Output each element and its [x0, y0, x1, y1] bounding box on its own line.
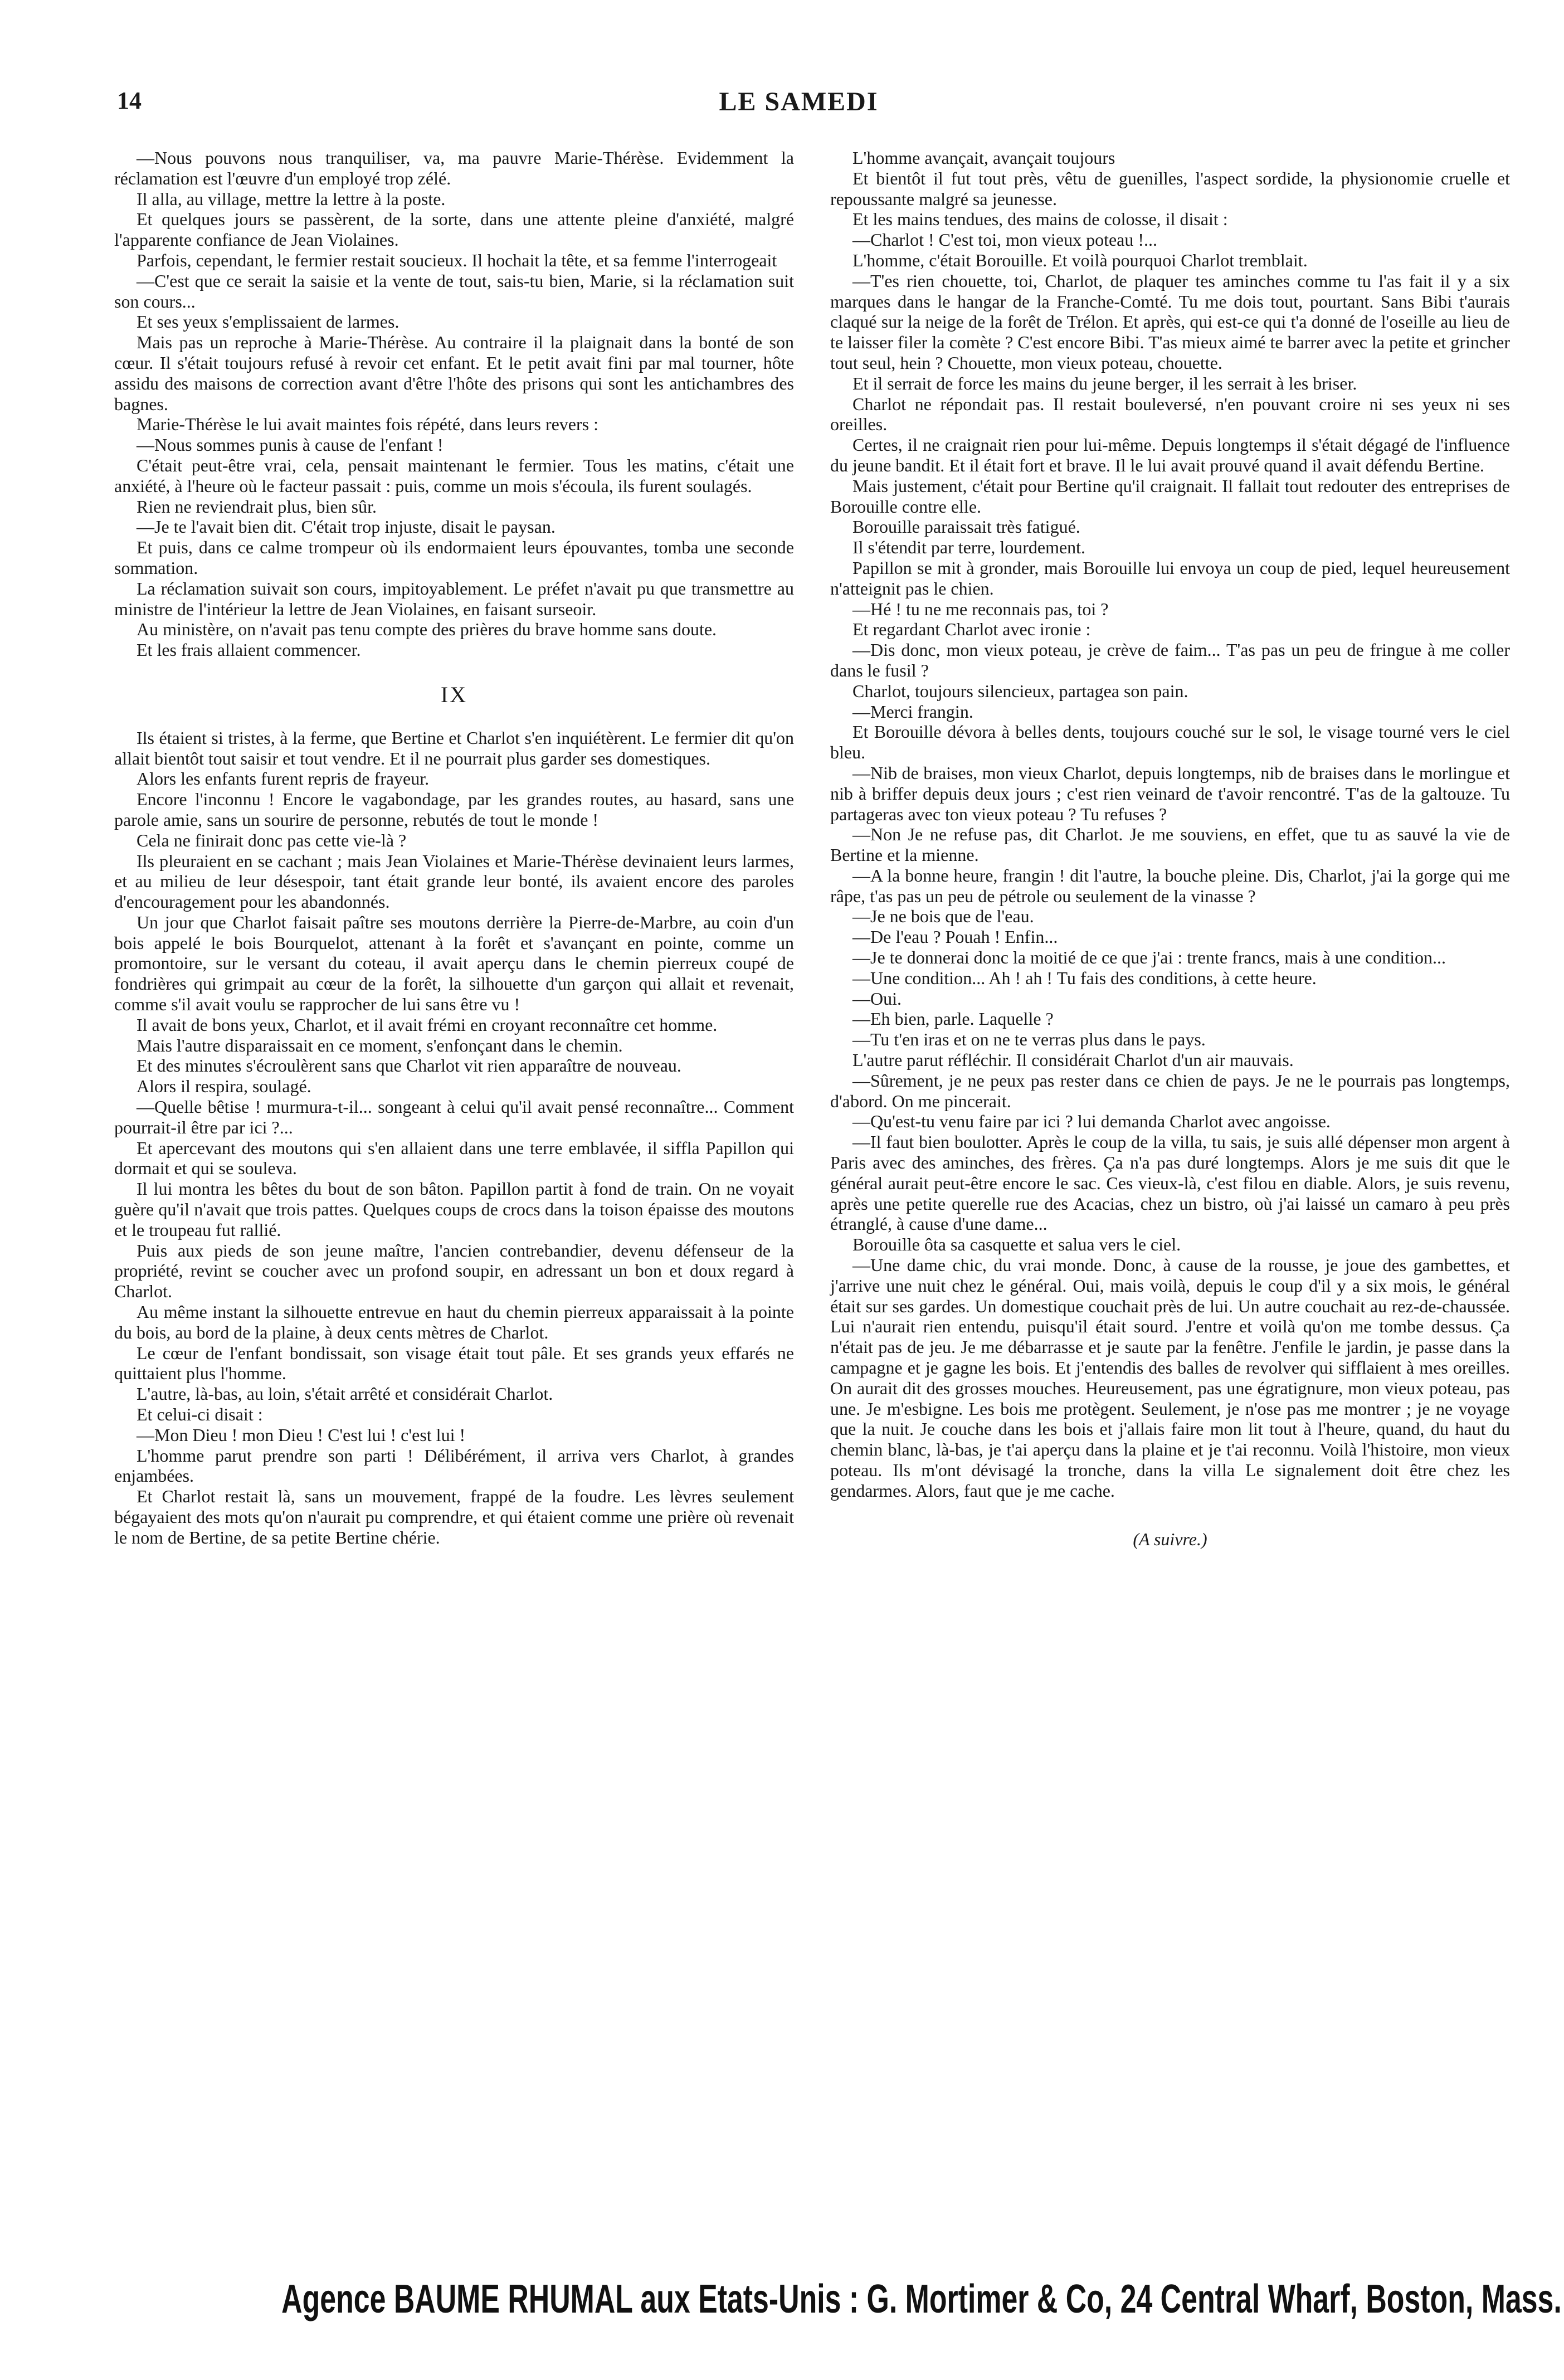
paragraph: Charlot, toujours silencieux, partagea son pain.: [852, 680, 1188, 701]
paragraph: Il alla, au village, mettre la lettre à la poste.: [137, 188, 446, 209]
paragraph: Mais l'autre disparaissait en ce moment, s'enfonçant dans le chemin.: [137, 1035, 623, 1055]
paragraph: Au ministère, on n'avait pas tenu compte des prières du brave homme sans doute.: [137, 619, 717, 640]
page-header: [117, 86, 1480, 125]
paragraph: Et il serrait de force les mains du jeune berger, il les serrait à les briser.: [852, 373, 1357, 393]
paragraph: L'autre, là-bas, au loin, s'était arrêté et considérait Charlot.: [137, 1384, 553, 1404]
paragraph: Il lui montra les bêtes du bout de son bâton. Papillon partit à fond de train. On ne voyait guère qu'il n'avait que trois pattes. Quelques coups de crocs dans la toison épaisse des moutons et le troupeau fut rallié.: [114, 1179, 794, 1240]
chapter-heading: IX: [440, 682, 468, 707]
paragraph: Et puis, dans ce calme trompeur où ils endormaient leurs épouvantes, tomba une seconde sommation.: [114, 537, 794, 578]
paragraph: C'était peut-être vrai, cela, pensait maintenant le fermier. Tous les matins, c'était une anxiété, à l'heure où le facteur passait : puis, comme un mois s'écoula, ils furent soulagés.: [114, 455, 794, 496]
paragraph: Et celui-ci disait :: [137, 1404, 263, 1425]
paragraph: Encore l'inconnu ! Encore le vagabondage, par les grandes routes, au hasard, sans une parole amie, sans un sourire de personne, rebutés de tout le monde !: [114, 789, 794, 830]
page-number: 14: [117, 87, 142, 114]
paragraph: —T'es rien chouette, toi, Charlot, de plaquer tes aminches comme tu l'as fait il y a six marques dans le hangar de la Franche-Comté. Tu me dois tout, pourtant. Sans Bibi t'aurais claqué sur la neige de la forêt de Trélon. Et après, qui est-ce qui t'a donné de l'oseille au lieu de te laisser filer la comète ? C'est encore Bibi. T'as mieux aimé te barrer avec la petite et grincher tout seul, hein ? Chouette, mon vieux poteau, chouette.: [830, 270, 1510, 373]
paragraph: La réclamation suivait son cours, impitoyablement. Le préfet n'avait pu que transmettre au ministre de l'intérieur la lettre de Jean Violaines, en faisant surseoir.: [114, 578, 794, 619]
paragraph: —Sûrement, je ne peux pas rester dans ce chien de pays. Je ne le pourrais pas longtemps, d'abord. On me pincerait.: [830, 1070, 1510, 1111]
paragraph: —Hé ! tu ne me reconnais pas, toi ?: [852, 598, 1109, 619]
paragraph: Et Charlot restait là, sans un mouvement, frappé de la foudre. Les lèvres seulement bégayaient des mots qu'on n'aurait pu comprendre, et qui étaient comme une prière où revenait le nom de Bertine, de sa petite Bertine chérie.: [114, 1486, 794, 1547]
paragraph: Et ses yeux s'emplissaient de larmes.: [137, 312, 399, 332]
paragraph: —C'est que ce serait la saisie et la vente de tout, sais-tu bien, Marie, si la réclamation suit son cours...: [114, 270, 794, 312]
paragraph: Borouille ôta sa casquette et salua vers le ciel.: [852, 1234, 1181, 1255]
paragraph: —De l'eau ? Pouah ! Enfin...: [852, 927, 1058, 947]
paragraph: Charlot ne répondait pas. Il restait bouleversé, n'en pouvant croire ni ses yeux ni ses oreilles.: [830, 393, 1510, 435]
paragraph: Alors les enfants furent repris de frayeur.: [137, 768, 430, 789]
paragraph: L'homme avançait, avançait toujours: [852, 148, 1115, 168]
paragraph: —Qu'est-tu venu faire par ici ? lui demanda Charlot avec angoisse.: [852, 1111, 1331, 1132]
paragraph: —A la bonne heure, frangin ! dit l'autre, la bouche pleine. Dis, Charlot, j'ai la gorge qui me râpe, t'as pas un peu de pétrole ou seulement de la vinasse ?: [830, 865, 1510, 906]
journal-title: LE SAMEDI: [719, 87, 879, 116]
paragraph: Et Borouille dévora à belles dents, toujours couché sur le sol, le visage tourné vers le ciel bleu.: [830, 722, 1510, 763]
paragraph: —Charlot ! C'est toi, mon vieux poteau !...: [852, 230, 1158, 250]
paragraph: Au même instant la silhouette entrevue en haut du chemin pierreux apparaissait à la pointe du bois, au bord de la plaine, à deux cents mètres de Charlot.: [114, 1302, 794, 1342]
paragraph: —Quelle bêtise ! murmura-t-il... songeant à celui qu'il avait pensé reconnaître... Comment pourrait-il être par ici ?...: [114, 1097, 794, 1137]
paragraph: Mais justement, c'était pour Bertine qu'il craignait. Il fallait tout redouter des entreprises de Borouille contre elle.: [830, 475, 1510, 517]
paragraph: Et les frais allaient commencer.: [137, 640, 361, 660]
paragraph: Il avait de bons yeux, Charlot, et il avait frémi en croyant reconnaître cet homme.: [137, 1014, 718, 1035]
paragraph: Et des minutes s'écroulèrent sans que Charlot vit rien apparaître de nouveau.: [137, 1055, 681, 1076]
paragraph: L'homme, c'était Borouille. Et voilà pourquoi Charlot tremblait.: [852, 250, 1308, 270]
paragraph: Certes, il ne craignait rien pour lui-même. Depuis longtemps il s'était dégagé de l'influence du jeune bandit. Et il était fort et brave. Il le lui avait prouvé quand il avait défendu Bertine.: [830, 435, 1510, 475]
paragraph: Et regardant Charlot avec ironie :: [852, 619, 1091, 640]
paragraph: Le cœur de l'enfant bondissait, son visage était tout pâle. Et ses grands yeux effarés ne quittaient plus l'homme.: [114, 1342, 794, 1384]
paragraph: —Une condition... Ah ! ah ! Tu fais des conditions, à cette heure.: [852, 967, 1317, 988]
paragraph: Et les mains tendues, des mains de colosse, il disait :: [852, 209, 1228, 230]
paragraph: —Non Je ne refuse pas, dit Charlot. Je me souviens, en effet, que tu as sauvé la vie de Bertine et la mienne.: [830, 824, 1510, 865]
paragraph: Marie-Thérèse le lui avait maintes fois répété, dans leurs revers :: [137, 414, 598, 435]
paragraph: —Nous pouvons nous tranquiliser, va, ma pauvre Marie-Thérèse. Evidemment la réclamation est l'œuvre d'un employé trop zélé.: [114, 148, 794, 188]
paragraph: —Eh bien, parle. Laquelle ?: [852, 1009, 1054, 1029]
left-column: [114, 148, 794, 1548]
paragraph: —Mon Dieu ! mon Dieu ! C'est lui ! c'est lui !: [137, 1424, 466, 1445]
paragraph: Parfois, cependant, le fermier restait soucieux. Il hochait la tête, et sa femme l'interrogeait: [137, 250, 777, 270]
paragraph: Ils pleuraient en se cachant ; mais Jean Violaines et Marie-Thérèse devinaient leurs larmes, et au milieu de leur désespoir, tant était grande leur bonté, ils avaient encore des paroles d'encouragement pour les abandonnés.: [114, 850, 794, 912]
advertisement-footer: Agence BAUME RHUMAL aux Etats-Unis : G. Mortimer & Co, 24 Central Wharf, Boston, Mass.: [281, 2277, 1562, 2321]
paragraph: Un jour que Charlot faisait paître ses moutons derrière la Pierre-de-Marbre, au coin d'un bois appelé le bois Bourquelot, attenant à la forêt et s'avançant en pointe, comme un promontoire, sur le versant du coteau, il avait aperçu dans le chemin pierreux coupé de fondrières qui grimpait au cœur de la forêt, la silhouette d'un garçon qui allait et revenait, comme s'il avait voulu se rapprocher de lui sans être vu !: [114, 912, 794, 1015]
paragraph: Borouille paraissait très fatigué.: [852, 517, 1080, 537]
paragraph: Et bientôt il fut tout près, vêtu de guenilles, l'aspect sordide, la physionomie cruelle et repoussante malgré sa jeunesse.: [830, 168, 1510, 209]
paragraph: Mais pas un reproche à Marie-Thérèse. Au contraire il la plaignait dans la bonté de son cœur. Il s'était toujours refusé à revoir cet enfant. Et le petit avait fini par mal tourner, hôte assidu des maisons de correction avant d'être l'hôte des prisons qui sont les antichambres des bagnes.: [114, 332, 794, 414]
paragraph: —Une dame chic, du vrai monde. Donc, à cause de la rousse, je joue des gambettes, et j'arrive une nuit chez le général. Oui, mais voilà, depuis le coup d'il y a six mois, le général était sur ses gardes. Un domestique couchait près de lui. Un autre couchait au rez-de-chaussée. Lui n'aurait rien entendu, puisqu'il était sourd. J'entre et voilà qu'on me tombe dessus. Ça n'était pas de jeu. Je me débarrasse et je saute par la fenêtre. J'enfile le jardin, je passe dans la campagne et je gagne les bois. Et j'entendis des balles de revolver qui sifflaient à mes oreilles. On aurait dit des grosses mouches. Heureusement, pas une égratignure, mon vieux poteau, pas une. Je m'esbigne. Les bois me protègent. Seulement, je n'ose pas me montrer ; je ne voyage que la nuit. Je couche dans les bois et j'allais faire mon lit tout à l'heure, quand, du haut du chemin blanc, là-bas, je t'ai aperçu dans la plaine et je t'ai reconnu. Voilà l'histoire, mon vieux poteau. Ils m'ont dévisagé la tronche, dans la villa Le signalement doit être chez les gendarmes. Alors, faut que je me cache.: [830, 1255, 1510, 1501]
paragraph: —Il faut bien boulotter. Après le coup de la villa, tu sais, je suis allé dépenser mon argent à Paris avec des aminches, des frères. Ça n'a pas duré longtemps. Alors je me suis dit que le général aurait peut-être encore le sac. Ces vieux-là, c'est filou en diable. Alors, je suis revenu, après une petite querelle rue des Acacias, chez un bistro, où j'ai laissé un camaro à peu près étranglé, à cause d'une dame...: [830, 1132, 1510, 1234]
paragraph: Ils étaient si tristes, à la ferme, que Bertine et Charlot s'en inquiétèrent. Le fermier dit qu'on allait bientôt tout saisir et tout vendre. Et il ne pourrait plus garder ses domestiques.: [114, 727, 794, 768]
paragraph: Cela ne finirait donc pas cette vie-là ?: [137, 830, 407, 850]
paragraph: Puis aux pieds de son jeune maître, l'ancien contrebandier, devenu défenseur de la propriété, revint se coucher avec un profond soupir, en adressant un bon et doux regard à Charlot.: [114, 1240, 794, 1302]
paragraph: —Dis donc, mon vieux poteau, je crève de faim... T'as pas un peu de fringue à me coller dans le fusil ?: [830, 640, 1510, 680]
right-column: [830, 148, 1510, 1549]
paragraph: Il s'étendit par terre, lourdement.: [852, 537, 1086, 558]
paragraph: Et quelques jours se passèrent, de la sorte, dans une attente pleine d'anxiété, malgré l'apparente confiance de Jean Violaines.: [114, 209, 794, 250]
paragraph: Papillon se mit à gronder, mais Borouille lui envoya un coup de pied, lequel heureusement n'atteignit pas le chien.: [830, 557, 1510, 598]
paragraph: —Je te l'avait bien dit. C'était trop injuste, disait le paysan.: [137, 517, 556, 537]
paragraph: —Tu t'en iras et on ne te verras plus dans le pays.: [852, 1029, 1206, 1050]
paragraph: —Merci frangin.: [852, 701, 973, 722]
paragraph: —Je te donnerai donc la moitié de ce que j'ai : trente francs, mais à une condition...: [852, 947, 1446, 968]
paragraph: Et apercevant des moutons qui s'en allaient dans une terre emblavée, il siffla Papillon qui dormait et qui se souleva.: [114, 1137, 794, 1179]
paragraph: L'homme parut prendre son parti ! Délibérément, il arriva vers Charlot, à grandes enjambées.: [114, 1445, 794, 1486]
to-be-continued: (A suivre.): [1133, 1529, 1207, 1549]
paragraph: —Nous sommes punis à cause de l'enfant !: [137, 435, 444, 455]
paragraph: L'autre parut réfléchir. Il considérait Charlot d'un air mauvais.: [852, 1050, 1294, 1070]
paragraph: Rien ne reviendrait plus, bien sûr.: [137, 496, 377, 517]
paragraph: —Oui.: [852, 988, 902, 1009]
paragraph: Alors il respira, soulagé.: [137, 1076, 311, 1097]
paragraph: —Nib de braises, mon vieux Charlot, depuis longtemps, nib de braises dans le morlingue et nib à briffer depuis deux jours ; c'est rien veinard de t'avoir rencontré. T'as de la galtouze. Tu partageras avec ton vieux poteau ? Tu refuses ?: [830, 762, 1510, 824]
paragraph: —Je ne bois que de l'eau.: [852, 906, 1034, 927]
